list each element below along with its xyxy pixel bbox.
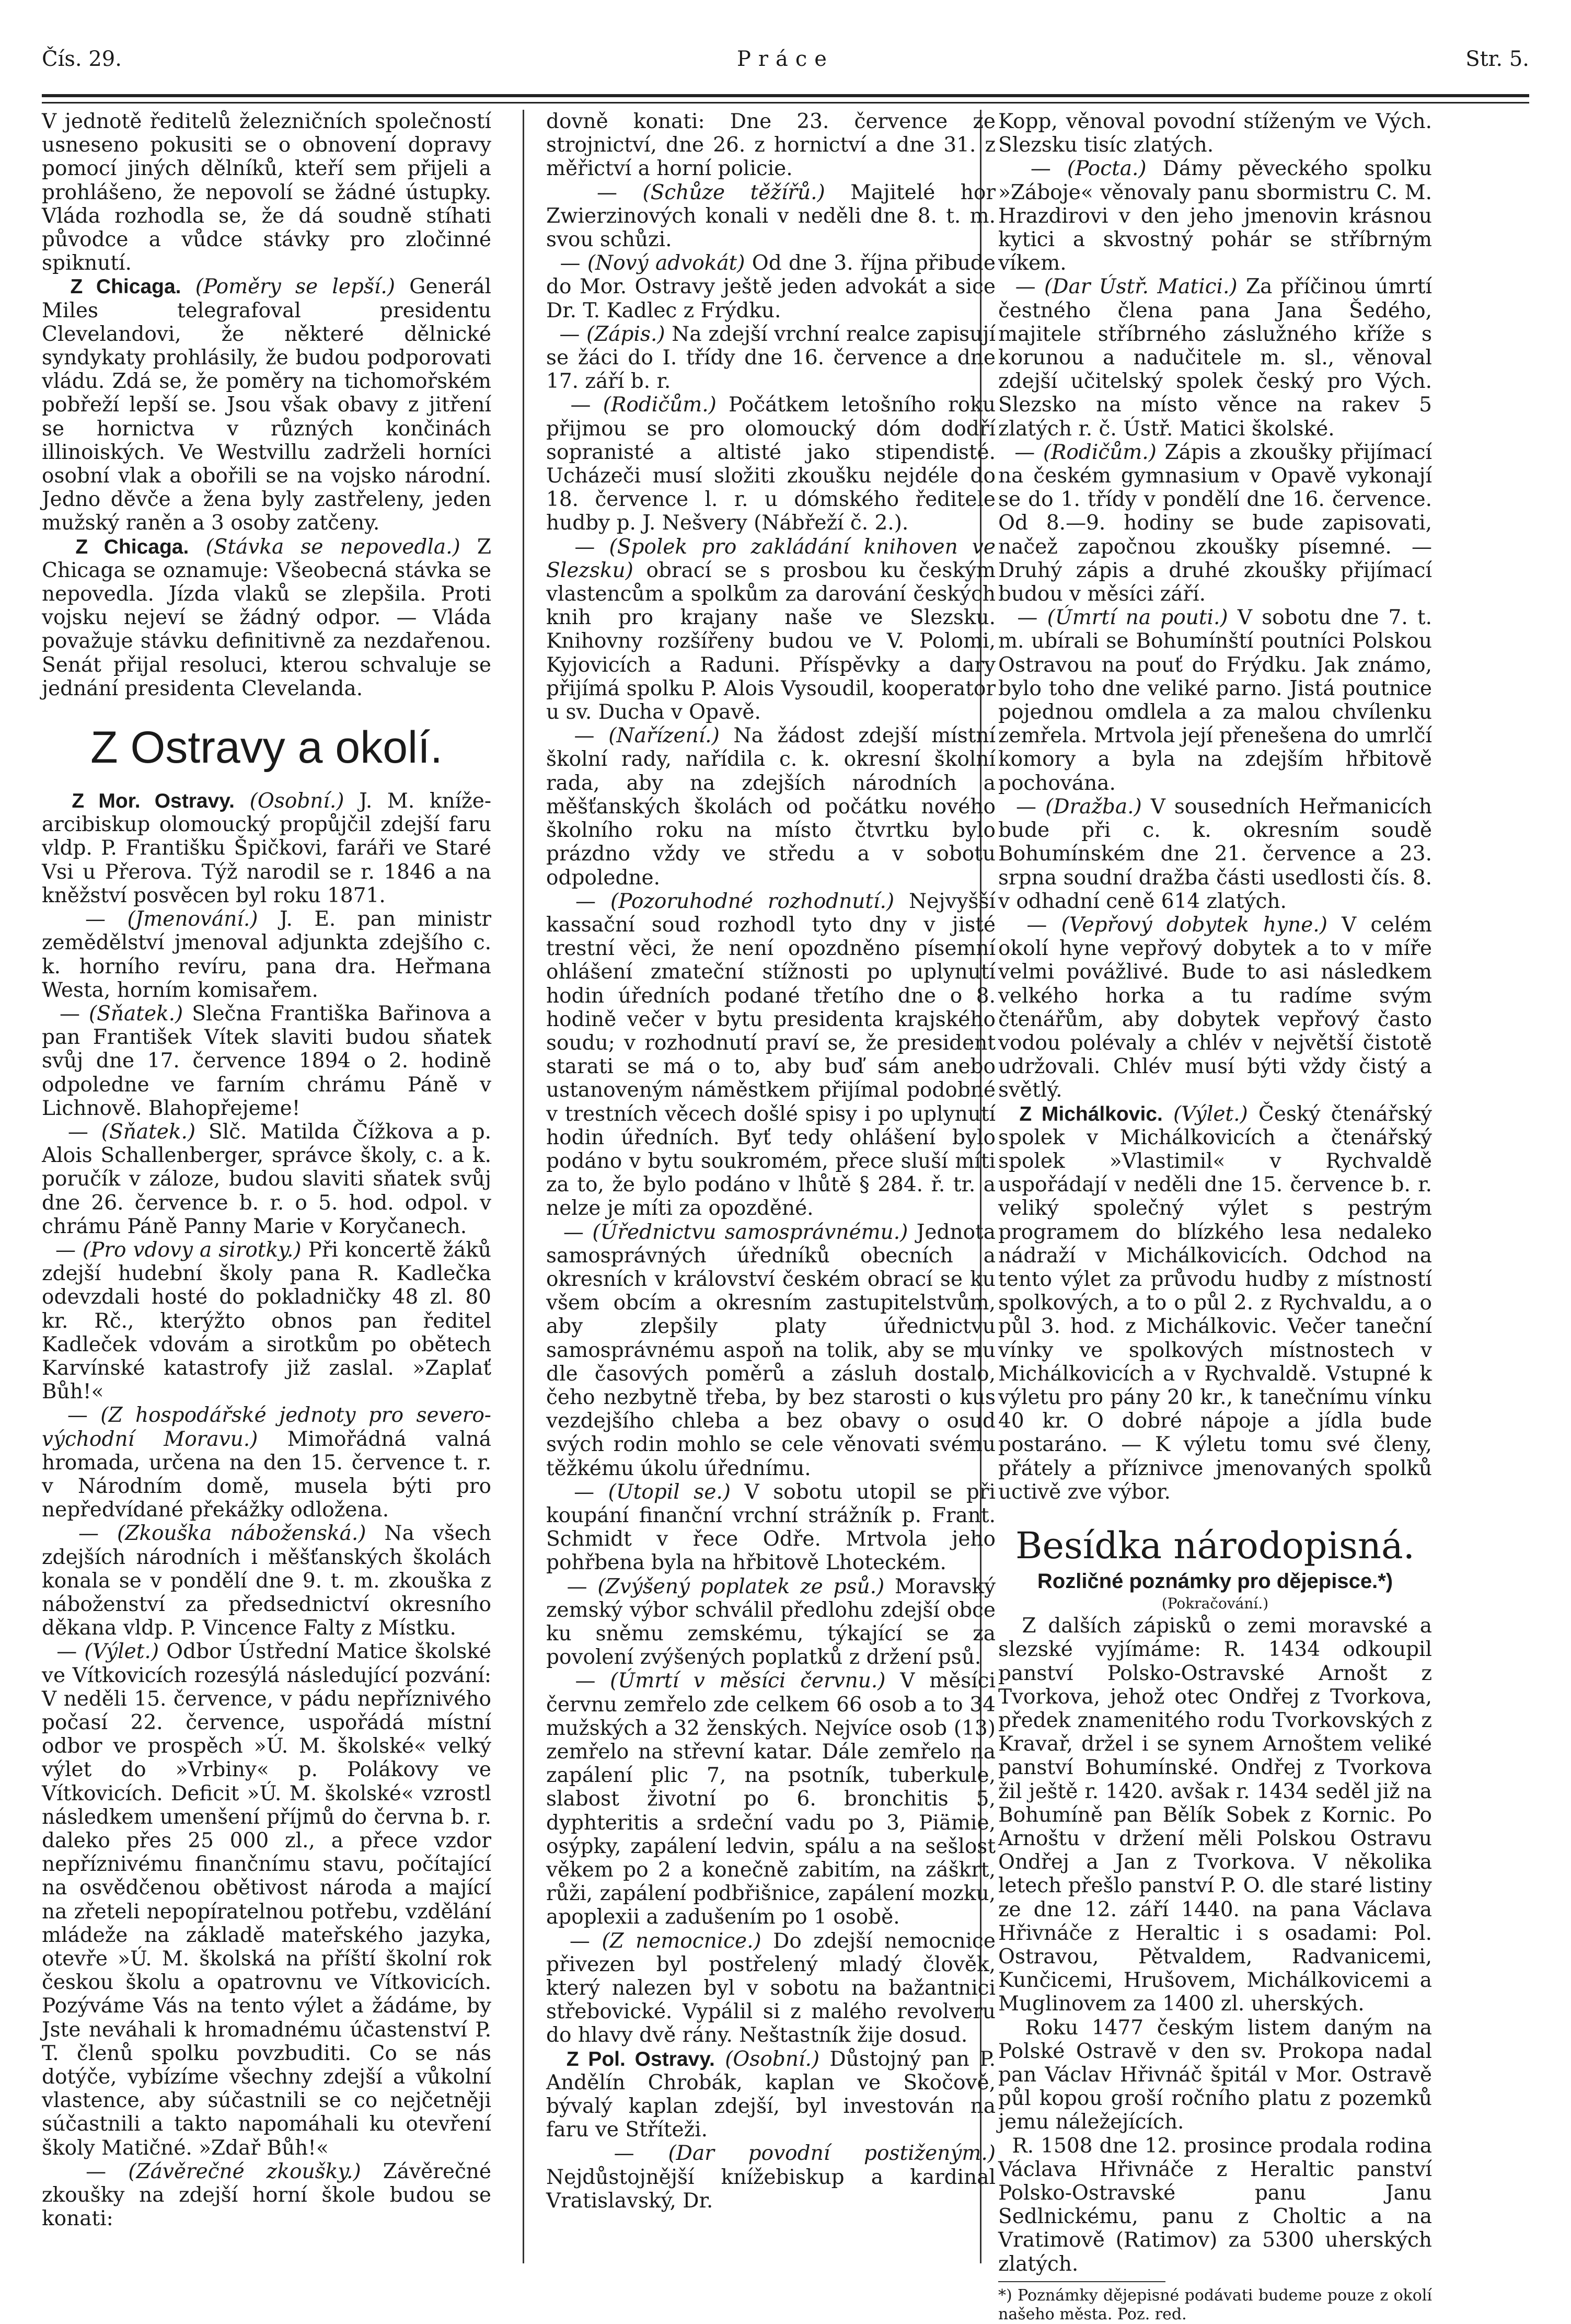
article-paragraph: V jednotě ředitelů železničních společností usneseno pokusiti se o obnovení dopravy pomocí jiných dělníků, kteří sem přijeli a prohlášeno, že nepovolí se žádné ústupky. Vláda rozhodla se, že dá soudně stíhati původce a vůdce stávky pro zločinné spiknutí. bbox=[42, 110, 491, 275]
page-header bbox=[42, 31, 1529, 89]
article-paragraph: — (Výlet.) Odbor Ústřední Matice školské ve Vítkovicích rozesýlá následující pozvání: V neděli 15. července, v pádu nepříznivého počasí 22. července, uspořádá místní odbor ve prospěch »Ú. M. školské« velký výlet do »Vrbiny« p. Polákovy ve Vítkovicích. Deficit »Ú. M. školské« vzrostl následkem umenšení příjmů do června b. r. daleko přes 25 000 zl., a přece vzdor nepříznivému finančnímu stavu, počítající na osvědčenou obětivost národa a mající na zřeteli nepopíratelnou potřebu, vzdělání mládeže na základě mateřského jazyka, otevře »Ú. M. školská na příští školní rok českou školu a opatrovnu ve Vítkovicích. Pozýváme Vás na tento výlet a žádáme, by Jste neváhali k hromadnému účastenství P. T. členů spolku povzbuditi. Co se nás dotýče, vybízíme všechny zdejší a vůkolní vlastence, aby súčastnili se co nejčetněji súčastnili a takto napomáhali ku otevření školy Matičné. »Zdař Bůh!« bbox=[42, 1640, 491, 2160]
article-paragraph: Z Michálkovic. (Výlet.) Český čtenářský spolek v Michálkovicích a čtenářský spolek »Vlastimil« v Rychvaldě uspořádají v neděli dne 15. července b. r. veliký společný výlet s pestrým programem do blízkého lesa nedaleko nádraží v Michálkovicích. Odchod na tento výlet za průvodu hudby z místností spolkových, a to o půl 2. z Rychvaldu, a o půl 3. hod. z Michálkovic. Večer taneční vínky ve spolkových místnostech v Michálkovicích a v Rychvaldě. Vstupné k výletu pro pány 20 kr., k tanečnímu vínku 40 kr. O dobré nápoje a jídla bude postaráno. — K výletu tomu své členy, přátely a příznivce jmenovaných spolků uctivě zve výbor. bbox=[998, 1102, 1432, 1504]
article-paragraph: Z Chicaga. (Poměry se lepší.) Generál Miles telegrafoval presidentu Clevelandovi, že některé dělnické syndykaty prohlásily, že budou podporovati vládu. Zdá se, že poměry na tichomořském pobřeží lepší se. Jsou však obavy z jitření se hornictva v různých končinách illinoiských. Ve Westvillu zadrželi horníci osobní vlak a obořili se na vojsko národní. Jedno děvče a žena byly zastřeleny, jeden mužský raněn a 3 osoby zatčeny. bbox=[42, 275, 492, 535]
section-heading: Besídka národopisná. bbox=[1015, 1524, 1415, 1567]
page-number: Str. 5. bbox=[1465, 47, 1529, 71]
article-paragraph: — (Pro vdovy a sirotky.) Při koncertě žáků zdejší hudební školy pana R. Kadlečka odevzdali hosté do pokladničky 48 zl. 80 kr. Rč., kterýžto obnos pan ředitel Kadleček vdovám a sirotkům po obětech Karvínské katastrofy již zaslal. »Zaplať Bůh!« bbox=[42, 1238, 491, 1404]
article-paragraph: R. 1508 dne 12. prosince prodala rodina Václava Hřivnáče z Heraltic panství Polsko-Ostravské panu Janu Sedlnickému, panu z Choltic a na Vratimově (Ratimov) za 5300 uherských zlatých. bbox=[998, 2134, 1432, 2276]
article-paragraph: — (Rodičům.) Zápis a zkoušky přijímací na českém gymnasium v Opavě vykonají se do 1. třídy v pondělí dne 16. července. Od 8.—9. hodiny se bude zapisovati, načež započnou zkoušky písemné. — Druhý zápis a druhé zkoušky přijímací budou v měsíci září. bbox=[998, 440, 1432, 606]
article-paragraph: — (Z nemocnice.) Do zdejší nemocnice přivezen byl postřelený mladý člověk, který nalezen byl v sobotu na bažantnici střebovické. Vypálil si z malého revolveru do hlavy dvě rány. Neštastník žije dosud. bbox=[546, 1929, 996, 2047]
issue-number: Čís. 29. bbox=[42, 47, 122, 71]
article-paragraph: — (Dar Ústř. Matici.) Za příčinou úmrtí čestného člena pana Jana Šedého, majitele stříbrného záslužného kříže s korunou a nadučitele m. sl., věnoval zdejší učitelský spolek český pro Vých. Slezsko na místo věnce na rakev 5 zlatých r. č. Ústř. Matici školské. bbox=[998, 275, 1432, 441]
article-paragraph: — (Schůze těžířů.) Majitelé hor Zwierzinových konali v neděli dne 8. t. m. svou schůzi. bbox=[546, 180, 996, 252]
section-subtitle: Rozličné poznámky pro dějepisce.*) bbox=[1037, 1569, 1393, 1593]
article-paragraph: — (Z hospodářské jednoty pro severo-východní Moravu.) Mimořádná valná hromada, určena na den 15. července t. r. v Národním domě, musela býti pro nepředvídané překážky odložena. bbox=[42, 1403, 491, 1522]
article-paragraph: — (Sňatek.) Slč. Matilda Čížkova a p. Alois Schallenberger, správce školy, c. a k. poručík v záloze, budou slaviti sňatek svůj dne 26. července b. r. o 5. hod. odpol. v chrámu Páně Panny Marie v Koryčanech. bbox=[42, 1120, 491, 1238]
article-paragraph: — (Úmrtí na pouti.) V sobotu dne 7. t. m. ubírali se Bohumínští poutníci Polskou Ostravou na pouť do Frýdku. Jak známo, bylo toho dne veliké parno. Jistá poutnice pojednou omdlela a za malou chvílenku zemřela. Mrtvola její přenešena do umrlčí komory a byla na zdejším hřbitově pochována. bbox=[998, 606, 1432, 795]
article-paragraph: Roku 1477 českým listem daným na Polské Ostravě v den sv. Prokopa nadal pan Václav Hřivnáč špitál v Mor. Ostravě půl kopou groší ročního platu z pozemků jemu náležejících. bbox=[998, 2016, 1433, 2134]
article-paragraph: — (Úřednictvu samosprávnému.) Jednota samosprávných úředníků obecních a okresních v království českém obrací se ku všem obcím a okresním zastupitelstvům, aby zlepšily platy úřednictvu samosprávnému aspoň na tolik, aby se mu dle časových poměrů a zásluh dostalo, čeho nezbytně třeba, by bez starosti o kus vezdejšího chleba a bez obavy o osud svých rodin mohlo se cele věnovati svému těžkému úkolu úřednímu. bbox=[546, 1220, 996, 1480]
article-paragraph: — (Nařízení.) Na žádost zdejší místní školní rady, nařídila c. k. okresní školní rada, aby na zdejších národních a měšťanských školách od počátku nového školního roku na místo čtvrtku bylo prázdno vždy ve středu a v sobotu odpoledne. bbox=[546, 724, 996, 890]
article-paragraph: — (Dražba.) V sousedních Heřmanicích bude při c. k. okresním soudě Bohumínském dne 21. července a 23. srpna soudní dražba části usedlosti čís. 8. v odhadní ceně 614 zlatých. bbox=[998, 795, 1432, 913]
column-2 bbox=[546, 110, 996, 2213]
article-paragraph: — (Pocta.) Dámy pěveckého spolku »Záboje« věnovaly panu sbormistru C. M. Hrazdirovi v den jeho jmenovin krásnou kytici a skvostný pohár se stříbrným víkem. bbox=[998, 157, 1432, 275]
header-rule-thin bbox=[42, 102, 1529, 103]
section-heading: Z Ostravy a okolí. bbox=[90, 722, 443, 773]
column-1 bbox=[42, 110, 491, 2230]
article-paragraph: — (Zkouška náboženská.) Na všech zdejších národních i měšťanských školách konala se v pondělí dne 9. t. m. zkouška z náboženství za předsednictví okresního děkana vldp. P. Vincence Falty z Místku. bbox=[42, 1522, 491, 1640]
article-paragraph: — (Pozoruhodné rozhodnutí.) Nejvyšší kassační soud rozhodl tyto dny v jisté trestní věci, že není opozdněno písemní ohlášení zmateční stížnosti po uplynutí hodin úředních podané třetího dne o 8. hodině večer v bytu presidenta krajského soudu; v rozhodnutí praví se, že president starati se má o to, aby buď sám anebo ustanoveným náměstkem přijímal podobné v trestních věcech došlé spisy i po uplynutí hodin úředních. Byť tedy ohlášení bylo podáno v bytu soukromém, přece sluší míti za to, že bylo podáno v lhůtě § 284. ř. tr. a nelze je míti za opozděné. bbox=[546, 889, 996, 1221]
article-paragraph: — (Závěrečné zkoušky.) Závěrečné zkoušky na zdejší horní škole budou se konati: bbox=[42, 2159, 491, 2231]
newspaper-title: Práce bbox=[737, 47, 834, 71]
article-paragraph: — (Vepřový dobytek hyne.) V celém okolí hyne vepřový dobytek a to v míře velmi povážlivé. Bude to asi následkem velkého horka a tu radíme svým čtenářům, aby dobytek vepřový často vodou polévaly a chlév v největší čistotě udržovali. Chlév musí býti vždy čistý a světlý. bbox=[998, 913, 1432, 1102]
article-paragraph: Kopp, věnoval povodní stíženým ve Vých. Slezsku tisíc zlatých. bbox=[998, 110, 1432, 157]
article-paragraph: Z Chicaga. (Stávka se nepovedla.) Z Chicaga se oznamuje: Všeobecná stávka se nepovedla. Jízda vlaků se zlepšila. Proti vojsku nejeví se žádný odpor. — Vláda považuje stávku definitivně za nezdařenou. Senát přijal resoluci, kterou schvaluje se jednání presidenta Clevelanda. bbox=[42, 535, 491, 700]
article-paragraph: — (Nový advokát) Od dne 3. října přibude do Mor. Ostravy ještě jeden advokát a sice Dr. T. Kadlec z Frýdku. bbox=[546, 251, 996, 323]
article-paragraph: — (Dar povodní postiženým.) Nejdůstojnější knížebiskup a kardinal Vratislavský, Dr. bbox=[546, 2142, 996, 2213]
article-paragraph: Z Mor. Ostravy. (Osobní.) J. M. kníže-arcibiskup olomoucký propůjčil zdejší faru vldp. P. Františku Špičkovi, faráři ve Staré Vsi u Přerova. Týž narodil se r. 1846 a na kněžství posvěcen byl roku 1871. bbox=[42, 789, 491, 907]
column-3 bbox=[998, 110, 1432, 2324]
continuation-note: (Pokračování.) bbox=[1161, 1595, 1269, 1613]
article-paragraph: — (Rodičům.) Počátkem letošního roku přijmou se pro olomoucký dóm dodří sopranisté a altisté jako stipendisté. Ucházeči musí složiti zkoušku nejdéle do 18. července l. r. u dómského ředitele hudby p. J. Nešvery (Nábřeží č. 2.). bbox=[546, 393, 996, 535]
article-paragraph: — (Úmrtí v měsíci červnu.) V měsíci červnu zemřelo zde celkem 66 osob a to 34 mužských a 32 ženských. Nejvíce osob (13) zemřelo na střevní katar. Dále zemřelo na zapálení plic 7, na psotník, tuberkule, slabost životní po 6. bronchitis 5, dyphteritis a srdeční vadu po 3, Piämie, osýpky, zapálení ledvin, spálu a na sešlost věkem po 2 a konečně zabitím, na záškrt, růži, zapálení podbřišnice, zapálení mozku, apoplexii a zadušením po 1 osobě. bbox=[546, 1669, 996, 1929]
article-paragraph: Z dalších zápisků o zemi moravské a slezské vyjímáme: R. 1434 odkoupil panství Polsko-Ostravské Arnošt z Tvorkova, jehož otec Ondřej z Tvorkova, předek znamenitého rodu Tvorkovských z Kravař, držel i se synem Arnoštem veliké panství Bohumínské. Ondřej z Tvorkova žil ještě r. 1420. avšak r. 1434 seděl již na Bohumíně pan Bělík Sobek z Kornic. Po Arnoštu v držení měli Polskou Ostravu Ondřej a Jan z Tvorkova. V několika letech přešlo panství P. O. dle staré listiny ze dne 12. září 1440. na pana Václava Hřivnáče z Heraltic i s osadami: Pol. Ostravou, Pětvaldem, Radvanicemi, Kunčicemi, Hrušovem, Michálkovicemi a Muglinovem za 1400 zl. uherských. bbox=[998, 1614, 1432, 2016]
article-paragraph: dovně konati: Dne 23. července ze strojnictví, dne 26. z hornictví a dne 31. z měřictví a horní policie. bbox=[546, 110, 996, 181]
footnote-rule bbox=[998, 2281, 1165, 2282]
footnote: *) Poznámky dějepisné podávati budeme pouze z okolí našeho města. Poz. red. bbox=[998, 2286, 1432, 2323]
article-paragraph: — (Jmenování.) J. E. pan ministr zemědělství jmenoval adjunkta zdejšího c. k. horního revíru, pana dra. Heřmana Westa, horním komisařem. bbox=[42, 907, 491, 1002]
article-paragraph: Z Pol. Ostravy. (Osobní.) Důstojný pan P. Andělín Chrobák, kaplan ve Skočově, bývalý kaplan zdejší, byl investován na faru ve Stříteži. bbox=[546, 2047, 996, 2142]
article-paragraph: — (Zápis.) Na zdejší vrchní realce zapisují se žáci do I. třídy dne 16. července a dne 17. září b. r. bbox=[546, 322, 996, 394]
article-paragraph: — (Zvýšený poplatek ze psů.) Moravský zemský výbor schválil předlohu zdejší obce ku sněmu zemskému, týkající se za povolení zvýšených poplatků z držení psů. bbox=[546, 1574, 996, 1670]
header-rule bbox=[42, 94, 1529, 97]
article-paragraph: — (Spolek pro zakládání knihoven ve Slezsku) obrací se s prosbou ku českým vlastencům a spolkům za darování českých knih pro krajany naše ve Slezsku. Knihovny rozšířeny budou ve V. Polomi, Kyjovicích a Raduni. Příspěvky a dary přijímá spolku P. Alois Vysoudil, kooperator u sv. Ducha v Opavě. bbox=[546, 535, 996, 724]
article-paragraph: — (Sňatek.) Slečna Františka Bařinova a pan František Vítek slaviti budou sňatek svůj dne 17. července 1894 o 2. hodině odpoledne ve farním chrámu Páně v Lichnově. Blahopřejeme! bbox=[42, 1002, 491, 1120]
column-divider bbox=[523, 110, 524, 2263]
article-paragraph: — (Utopil se.) V sobotu utopil se při koupání finanční vrchní strážník p. Frant. Schmidt v řece Odře. Mrtvola jeho pohřbena byla na hřbitově Lhoteckém. bbox=[546, 1480, 996, 1575]
